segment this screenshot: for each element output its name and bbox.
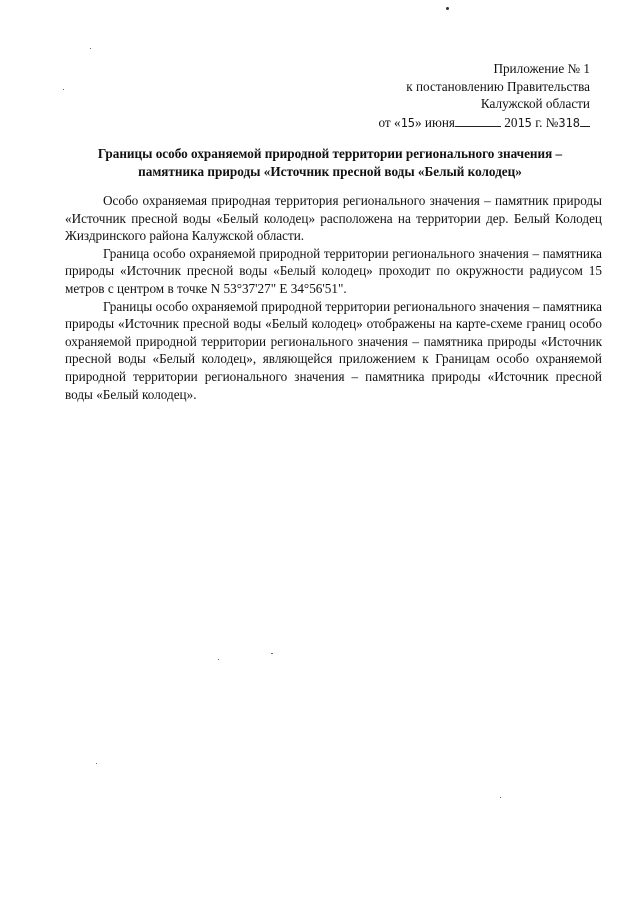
document-title bbox=[60, 145, 600, 180]
number-blank bbox=[580, 113, 590, 127]
scan-speck bbox=[271, 653, 273, 654]
date-month: » июня bbox=[415, 114, 455, 130]
paragraph-boundary: Граница особо охраняемой природной территории регионального значения – памятника природы «Источник пресной воды «Белый колодец» проходит по окружности радиусом 15 метров с центром в точке N 53°37'27" E 34°56'51". bbox=[65, 245, 602, 296]
date-year-label: г. № bbox=[531, 114, 559, 130]
paragraph-location: Особо охраняемая природная территория регионального значения – памятник природы «Источник пресной воды «Белый колодец» расположена на территории дер. Белый Колодец Жиздринского района Калужской области. bbox=[65, 193, 602, 244]
appendix-region: Калужской области bbox=[480, 96, 590, 111]
appendix-reference: к постановлению Правительства bbox=[406, 78, 590, 94]
date-year-prefix: 20 bbox=[504, 114, 518, 130]
scan-speck bbox=[90, 48, 91, 49]
date-year-suffix: 15 bbox=[517, 115, 532, 130]
scan-speck bbox=[500, 797, 501, 798]
title-line-1: Границы особо охраняемой природной территории регионального значения – bbox=[97, 146, 563, 161]
appendix-number: Приложение № 1 bbox=[493, 61, 590, 76]
scan-speck bbox=[218, 659, 219, 660]
date-prefix: от « bbox=[378, 114, 401, 130]
scan-speck bbox=[446, 7, 449, 10]
scan-speck bbox=[63, 89, 64, 90]
date-blank bbox=[455, 113, 501, 127]
title-line-2: памятника природы «Источник пресной воды «Белый колодец» bbox=[138, 163, 522, 179]
document-number: 318 bbox=[558, 115, 580, 130]
date-day: 15 bbox=[400, 115, 416, 130]
document-body bbox=[65, 192, 602, 403]
paragraph-map-reference: Границы особо охраняемой природной территории регионального значения – памятника природы «Источник пресной воды «Белый колодец» отображены на карте-схеме границ особо охраняемой природной территории регионального значения – памятника природы «Источник пресной воды «Белый колодец», являющейся приложением к Границам особо охраняемой природной территории регионального значения – памятника природы «Источник пресной воды «Белый колодец». bbox=[65, 298, 602, 402]
appendix-header bbox=[330, 60, 590, 132]
scan-speck bbox=[96, 763, 97, 764]
appendix-date-line bbox=[330, 113, 590, 133]
